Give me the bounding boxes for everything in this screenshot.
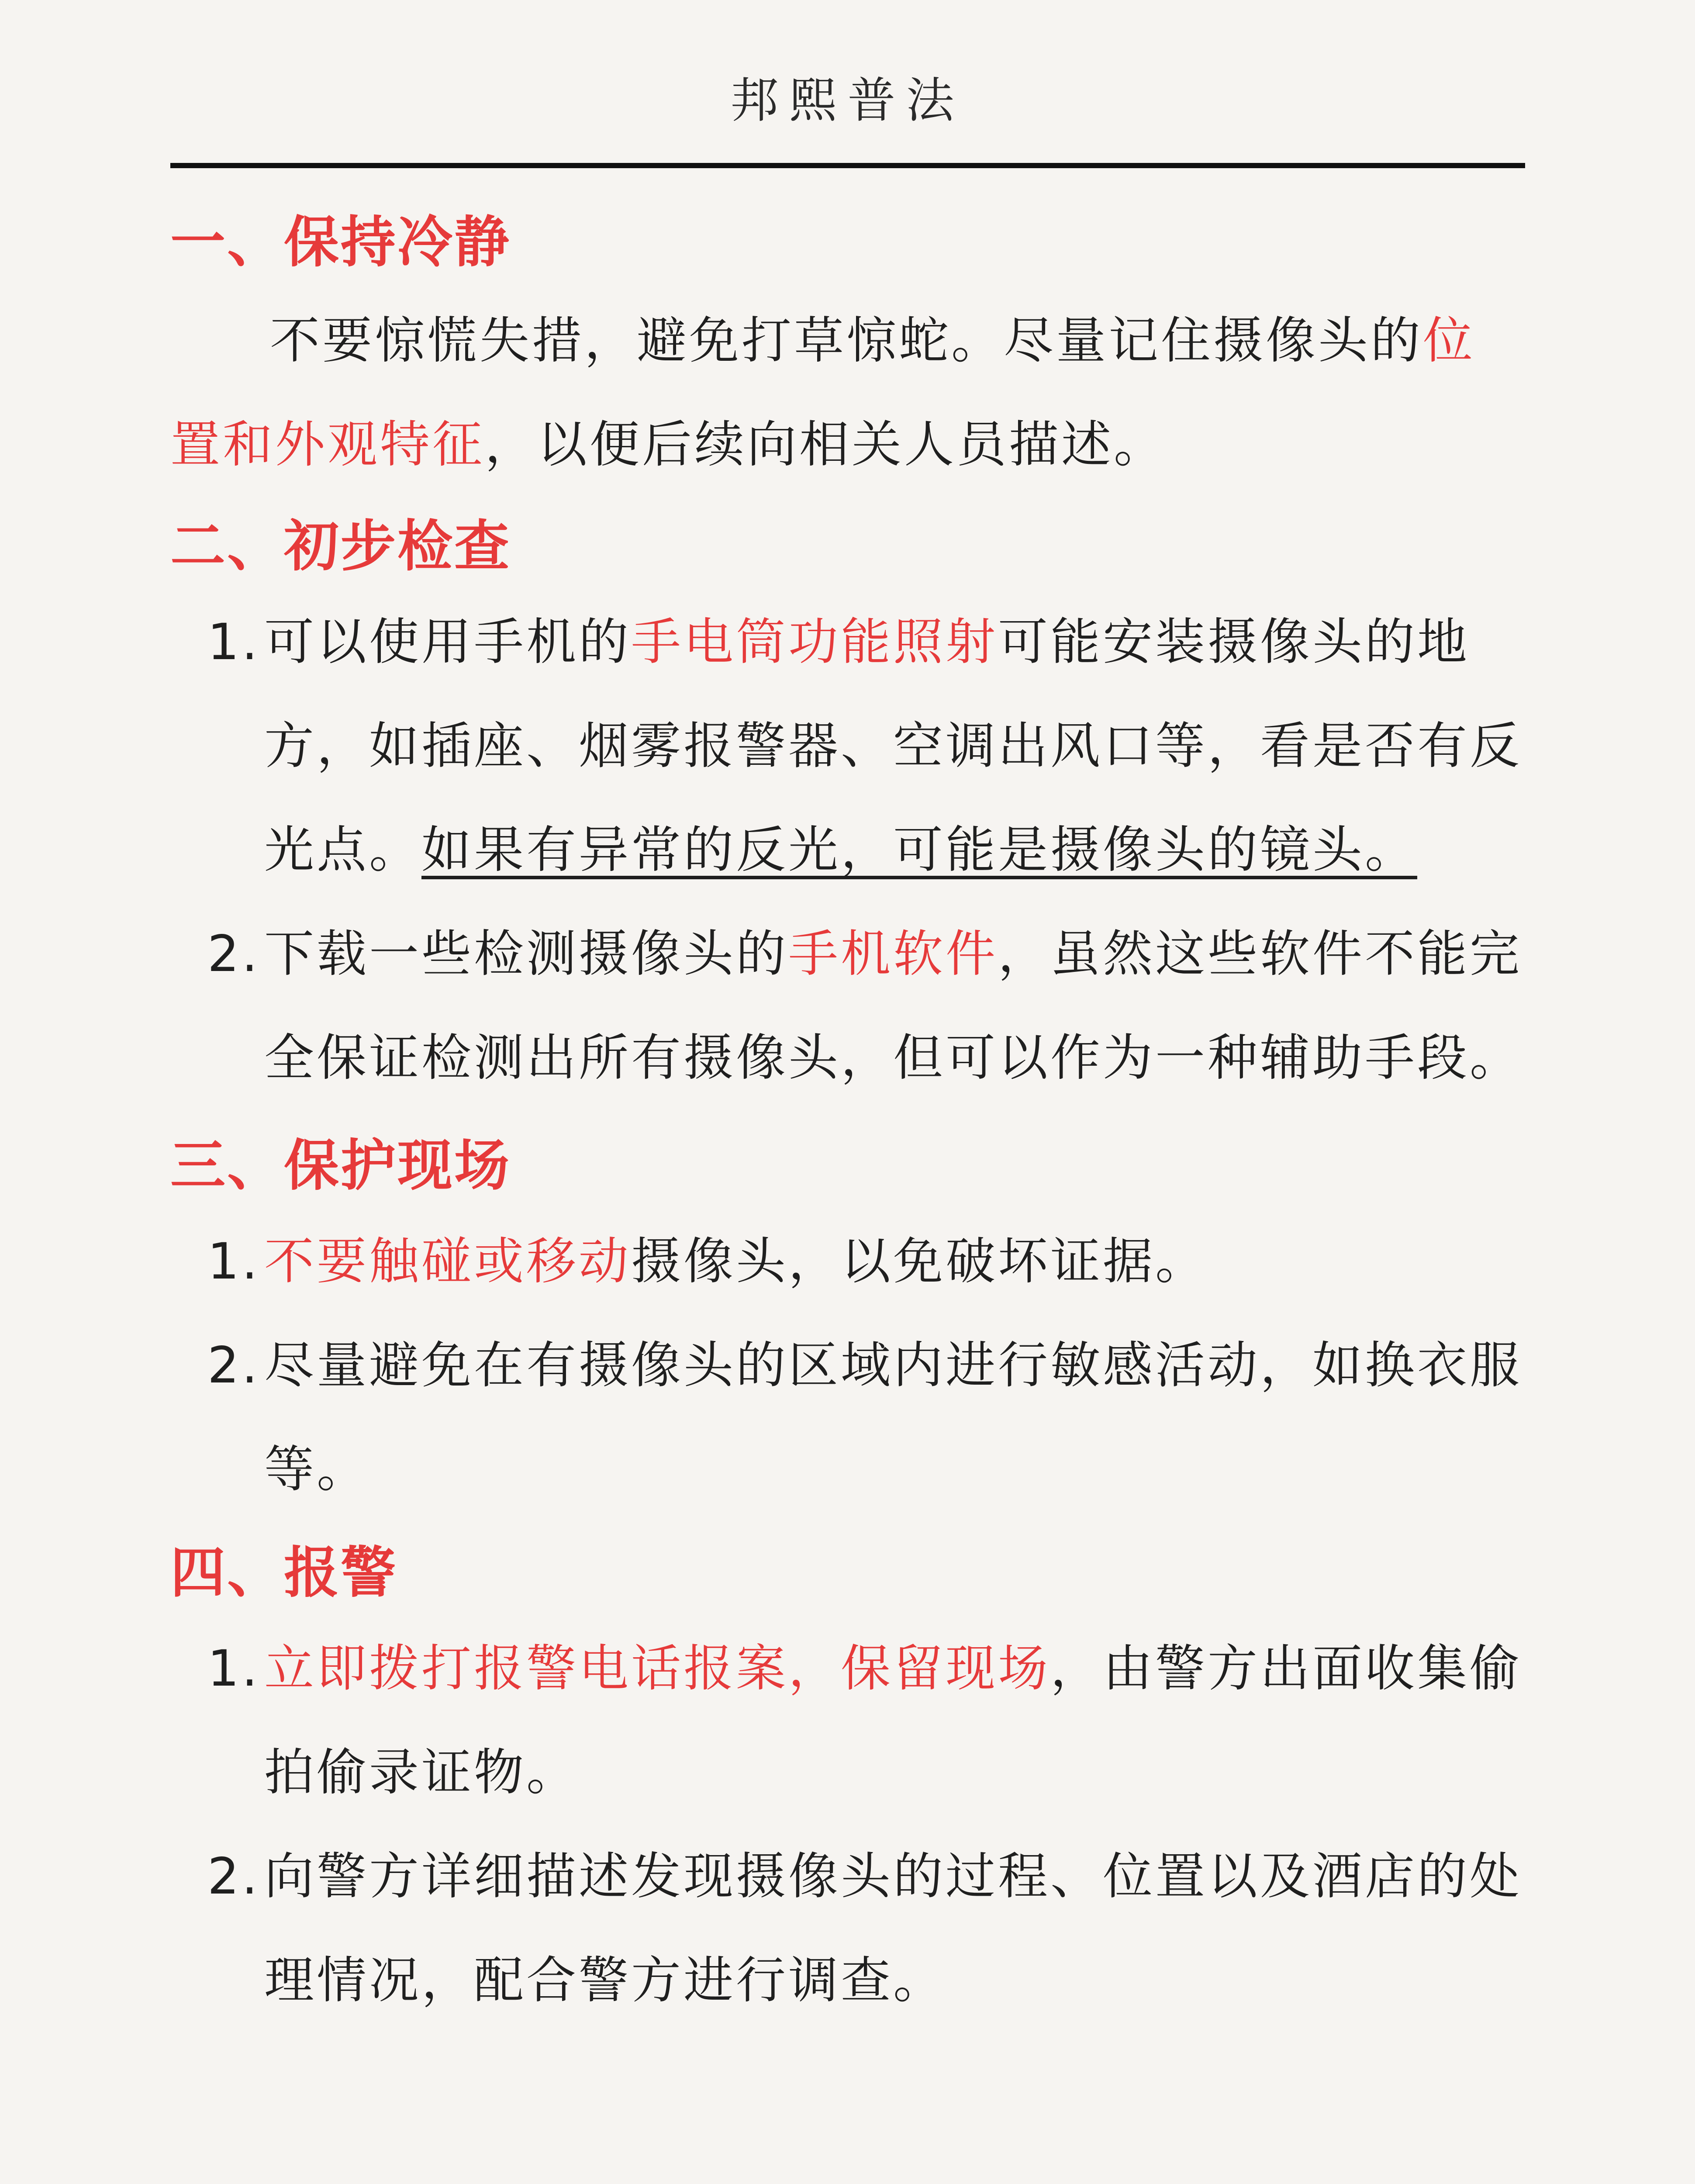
header-divider — [170, 163, 1525, 168]
highlight-text: 手机软件 — [788, 925, 998, 983]
list-item — [170, 1313, 1525, 1521]
list-item — [170, 1209, 1525, 1313]
item-text: ，虽然这些软件不能完全保证检测出所有摄像头，但可以作为一种辅助手段。 — [264, 925, 1522, 1087]
article-body — [170, 199, 1525, 2032]
paragraph-text: 不要惊慌失措，避免打草惊蛇。尽量记住摄像头的 — [270, 311, 1423, 370]
item-text: 下载一些检测摄像头的 — [264, 925, 789, 983]
section-paragraph — [170, 289, 1525, 497]
item-text: 可以使用手机的 — [264, 613, 632, 671]
list-number: 1. — [207, 1639, 260, 1697]
section-heading: 二、初步检查 — [170, 514, 511, 578]
underlined-text: 如果有异常的反光，可能是摄像头的镜头。 — [421, 821, 1418, 879]
list-item — [170, 902, 1525, 1110]
item-text: ，由警方出面收集偷拍偷录证物。 — [264, 1639, 1522, 1801]
item-text: 摄像头，以免破坏证据。 — [631, 1232, 1208, 1290]
highlight-text: 位置和外观特征 — [170, 311, 1476, 473]
section-heading: 三、保护现场 — [170, 1133, 511, 1198]
section-protect-scene — [170, 1122, 1525, 1521]
paragraph-text: ，以便后续向相关人员描述。 — [485, 415, 1167, 473]
section-initial-check — [170, 503, 1525, 1110]
section-keep-calm — [170, 199, 1525, 497]
section-heading: 一、保持冷静 — [170, 210, 511, 274]
highlight-text: 不要触碰或移动 — [264, 1232, 632, 1290]
list-item — [170, 1825, 1525, 2032]
highlight-text: 手电筒功能照射 — [631, 613, 998, 671]
item-text: 尽量避免在有摄像头的区域内进行敏感活动，如换衣服等。 — [264, 1336, 1522, 1498]
highlight-text: 立即拨打报警电话报案，保留现场 — [264, 1639, 1051, 1697]
list-number: 1. — [207, 1232, 260, 1290]
item-text: 可能安装摄像头的地方，如插座、烟雾报警器、空调出风口等，看是否有反光点。 — [264, 613, 1522, 879]
page-title: 邦熙普法 — [730, 73, 965, 128]
list-number: 2. — [207, 925, 260, 983]
list-number: 1. — [207, 613, 260, 671]
item-text: 向警方详细描述发现摄像头的过程、位置以及酒店的处理情况，配合警方进行调查。 — [264, 1847, 1522, 2009]
list-number: 2. — [207, 1847, 260, 1905]
section-heading: 四、报警 — [170, 1541, 397, 1605]
list-number: 2. — [207, 1336, 260, 1394]
list-item — [170, 1617, 1525, 1825]
section-report-police — [170, 1529, 1525, 2032]
list-item — [170, 590, 1525, 902]
